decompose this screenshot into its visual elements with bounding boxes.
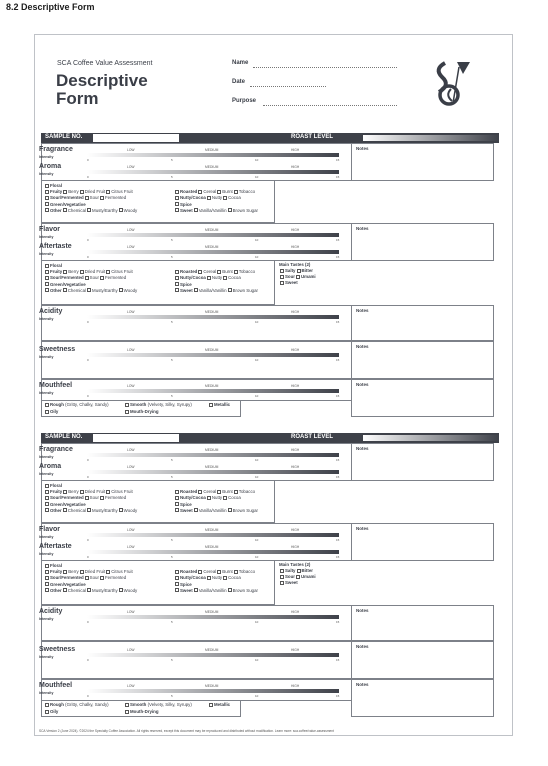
checkbox-woody[interactable] bbox=[119, 288, 123, 292]
checkbox-vanilla[interactable] bbox=[194, 288, 198, 292]
sweetness-notes-box[interactable]: Notes bbox=[351, 341, 494, 379]
flavor-label: Flavor bbox=[39, 226, 61, 233]
checkbox-spice[interactable] bbox=[175, 582, 179, 586]
acidity-intensity-label: Intensity bbox=[39, 617, 54, 621]
fragrance-label: Fragrance bbox=[39, 146, 73, 153]
name-field[interactable] bbox=[253, 67, 397, 68]
checkbox-nutty[interactable] bbox=[207, 196, 211, 200]
checkbox-roasted[interactable] bbox=[175, 490, 179, 494]
checkbox-tobacco[interactable] bbox=[234, 270, 238, 274]
aftertaste-intensity-label: Intensity bbox=[39, 252, 54, 256]
form-title: Descriptive Form bbox=[56, 71, 148, 108]
sample-number-input[interactable] bbox=[93, 434, 179, 442]
sweetness-intensity-label: Intensity bbox=[39, 355, 54, 359]
mouthfeel-notes-box[interactable]: Notes bbox=[351, 679, 494, 717]
checkbox-sweet[interactable] bbox=[175, 208, 179, 212]
intensity-gradient-bar bbox=[87, 653, 339, 657]
mouthfeel-checklist: Rough (Gritty, Chalky, Sandy) Smooth (Velvety, Silky, Syrupy) Metallic Oily Mouth-Drying bbox=[41, 701, 241, 717]
main-tastes-title: Main Tastes (2) bbox=[279, 262, 311, 267]
descriptor-checklist: Floral Fruity Berry Dried Fruit Citrus Fruit Sour/Fermented Sour Fermented Green/Vegetative Other Chemical Musty/Earthy Woody Roasted Cereal Burnt Tobacco Nutty/Cocoa Nutty Cocoa Spice Sweet Vanilla/Vanillin Brown Sugar bbox=[41, 481, 275, 523]
descriptor-checklist: Floral Fruity Berry Dried Fruit Citrus Fruit Sour/Fermented Sour Fermented Green/Vegetative Other Chemical Musty/Earthy Woody Roasted Cereal Burnt Tobacco Nutty/Cocoa Nutty Cocoa Spice Sweet Vanilla/Vanillin Brown Sugar bbox=[41, 181, 275, 223]
sweetness-notes-box[interactable]: Notes bbox=[351, 641, 494, 679]
purpose-field[interactable] bbox=[263, 105, 397, 106]
checkbox-vanilla[interactable] bbox=[194, 208, 198, 212]
aftertaste-label: Aftertaste bbox=[39, 243, 72, 250]
checkbox-other[interactable] bbox=[45, 508, 49, 512]
descriptive-form-page: SCA Coffee Value Assessment Descriptive Form Name Date Purpose SAMPLE NO. ROAST LEVEL Notes Fragrance Intensity LOW MEDIUM HIGH 0 5 10 15 Aroma Intensity LOW MEDIUM HIGH 0 5 10 15 Floral Fruity Berry Dried Fruit Citrus Fruit Sour/Fermented Sour Fermented Green/Vegetative Other Chemical Musty/Earthy Woody Roasted Cereal Burnt Tobacco Nutty/Cocoa Nutty Cocoa Spice Sweet Vanilla/Vanillin Brown Sugar Notes Flavor Intensity LOW MEDIUM HIGH 0 5 10 15 Aftertaste Intensity LOW MEDIUM HIGH 0 5 10 15 Floral Fruity Berry Dried Fruit Citrus Fruit Sour/Fermented Sour Fermented Green/Vegetative Other Chemical Musty/Earthy Woody Roasted Cereal Burnt Tobacco Nutty/Cocoa Nutty Cocoa Spice Sweet Vanilla/Vanillin Brown Sugar Main Tastes (2) Salty Bitter Sour Umami Sweet Notes Acidity Intensity LOW MEDIUM HIGH 0 5 10 15 Notes Sweetness Intensity LOW MEDIUM HIGH 0 5 10 15 Notes Mouthfeel Intensity LOW MEDIUM HIGH 0 5 10 15 Rough (Gritty, Chalky, Sandy) Smooth (Velvety, Silky, Syrupy) Metallic Oily Mouth-Drying SAMPLE NO. ROAST LEVEL Notes Fragrance Intensity LOW MEDIUM HIGH 0 5 10 15 Aroma Intensity LOW MEDIUM HIGH 0 5 10 15 Floral Fruity Berry Dried Fruit Citrus Fruit Sour/Fermented Sour Fermented Green/Vegetative Other Chemical Musty/Earthy Woody Roasted Cereal Burnt Tobacco Nutty/Cocoa Nutty Cocoa Spice Sweet Vanilla/Vanillin Brown Sugar Notes Flavor Intensity LOW MEDIUM HIGH 0 5 10 15 Aftertaste Intensity LOW MEDIUM HIGH 0 5 10 15 Floral Fruity Berry Dried Fruit Citrus Fruit Sour/Fermented Sour Fermented Green/Vegetative Other Chemical Musty/Earthy Woody Roasted Cereal Burnt Tobacco Nutty/Cocoa Nutty Cocoa Spice Sweet Vanilla/Vanillin Brown Sugar Main Tastes (2) Salty Bitter Sour Umami Sweet Notes Acidity Intensity LOW MEDIUM HIGH 0 5 10 15 Notes Sweetness Intensity LOW MEDIUM HIGH 0 5 10 15 Notes Mouthfeel Intensity LOW MEDIUM HIGH 0 5 10 15 Rough (Gritty, Chalky, Sandy) Smooth (Velvety, Silky, Syrupy) Metallic Oily Mouth-Drying SCA Version 2 (June 2024). ©2024 the Specialty Coffee Association. All rights reserved, except this document may be reproduced and distributed without modification. Learn more: sca.coffee/value-assessment bbox=[34, 34, 513, 736]
fragrance-intensity-scale[interactable]: LOW MEDIUM HIGH 0 5 10 15 bbox=[87, 448, 340, 462]
checkbox-spice[interactable] bbox=[175, 282, 179, 286]
mouthfeel-label: Mouthfeel bbox=[39, 682, 73, 689]
intensity-gradient-bar bbox=[87, 353, 339, 357]
descriptor-checklist: Floral Fruity Berry Dried Fruit Citrus Fruit Sour/Fermented Sour Fermented Green/Vegetative Other Chemical Musty/Earthy Woody Roasted Cereal Burnt Tobacco Nutty/Cocoa Nutty Cocoa Spice Sweet Vanilla/Vanillin Brown Sugar bbox=[41, 261, 275, 305]
checkbox-mouth-drying[interactable] bbox=[125, 710, 129, 714]
aftertaste-label: Aftertaste bbox=[39, 543, 72, 550]
checkbox-brown-sugar[interactable] bbox=[228, 508, 232, 512]
sweetness-label: Sweetness bbox=[39, 346, 76, 353]
sweetness-intensity-scale[interactable]: LOW MEDIUM HIGH 0 5 10 15 bbox=[87, 648, 340, 662]
checkbox-citrus-fruit[interactable] bbox=[106, 190, 110, 194]
checkbox-green-vegetative[interactable] bbox=[45, 202, 49, 206]
checkbox-nutty-cocoa[interactable] bbox=[175, 276, 179, 280]
fragrance-aroma-notes-box[interactable]: Notes bbox=[351, 143, 494, 181]
page-heading: 8.2 Descriptive Form bbox=[6, 2, 95, 12]
checkbox-cocoa[interactable] bbox=[223, 576, 227, 580]
checkbox-nutty-cocoa[interactable] bbox=[175, 196, 179, 200]
checkbox-fermented[interactable] bbox=[100, 276, 104, 280]
checkbox-other[interactable] bbox=[45, 288, 49, 292]
checkbox-bitter[interactable] bbox=[297, 269, 301, 273]
checkbox-fruity[interactable] bbox=[45, 490, 49, 494]
intensity-gradient-bar bbox=[87, 470, 339, 474]
checkbox-nutty-cocoa[interactable] bbox=[175, 576, 179, 580]
sweetness-intensity-label: Intensity bbox=[39, 655, 54, 659]
acidity-notes-box[interactable]: Notes bbox=[351, 305, 494, 341]
checkbox-rough[interactable] bbox=[45, 703, 49, 707]
checkbox-other[interactable] bbox=[45, 208, 49, 212]
mouthfeel-intensity-scale[interactable]: LOW MEDIUM HIGH 0 5 10 15 bbox=[87, 684, 340, 698]
checkbox-fruity[interactable] bbox=[45, 190, 49, 194]
checkbox-cocoa[interactable] bbox=[223, 276, 227, 280]
checkbox-dried-fruit[interactable] bbox=[80, 270, 84, 274]
mouthfeel-intensity-label: Intensity bbox=[39, 391, 54, 395]
intensity-gradient-bar bbox=[87, 233, 339, 237]
sample-header-1: SAMPLE NO. ROAST LEVEL bbox=[41, 133, 499, 143]
flavor-aftertaste-notes-box[interactable]: Notes bbox=[351, 523, 494, 561]
checkbox-burnt[interactable] bbox=[217, 190, 221, 194]
checkbox-mouth-drying[interactable] bbox=[125, 410, 129, 414]
checkbox-spice[interactable] bbox=[175, 502, 179, 506]
fragrance-intensity-label: Intensity bbox=[39, 455, 54, 459]
checkbox-green-vegetative[interactable] bbox=[45, 282, 49, 286]
checkbox-chemical[interactable] bbox=[63, 288, 67, 292]
checkbox-tobacco[interactable] bbox=[234, 190, 238, 194]
checkbox-tobacco[interactable] bbox=[234, 570, 238, 574]
aroma-label: Aroma bbox=[39, 163, 62, 170]
aroma-intensity-scale[interactable]: LOW MEDIUM HIGH 0 5 10 15 bbox=[87, 465, 340, 479]
acidity-label: Acidity bbox=[39, 608, 63, 615]
checkbox-sweet[interactable] bbox=[175, 508, 179, 512]
checkbox-fermented[interactable] bbox=[100, 196, 104, 200]
intensity-gradient-bar bbox=[87, 250, 339, 254]
checkbox-spice[interactable] bbox=[175, 202, 179, 206]
checkbox-roasted[interactable] bbox=[175, 270, 179, 274]
flavor-intensity-label: Intensity bbox=[39, 535, 54, 539]
checkbox-sour[interactable] bbox=[85, 196, 89, 200]
checkbox-taste-sour[interactable] bbox=[280, 275, 284, 279]
main-tastes-title: Main Tastes (2) bbox=[279, 562, 311, 567]
fragrance-label: Fragrance bbox=[39, 446, 73, 453]
checkbox-chemical[interactable] bbox=[63, 588, 67, 592]
checkbox-burnt[interactable] bbox=[217, 490, 221, 494]
checkbox-tobacco[interactable] bbox=[234, 490, 238, 494]
checkbox-taste-sour[interactable] bbox=[280, 575, 284, 579]
flavor-intensity-label: Intensity bbox=[39, 235, 54, 239]
flavor-intensity-scale[interactable]: LOW MEDIUM HIGH 0 5 10 15 bbox=[87, 228, 340, 242]
acidity-intensity-label: Intensity bbox=[39, 317, 54, 321]
checkbox-oily[interactable] bbox=[45, 710, 49, 714]
purpose-label: Purpose bbox=[232, 98, 257, 104]
sweetness-label: Sweetness bbox=[39, 646, 76, 653]
checkbox-salty[interactable] bbox=[280, 569, 284, 573]
checkbox-roasted[interactable] bbox=[175, 570, 179, 574]
checkbox-dried-fruit[interactable] bbox=[80, 570, 84, 574]
date-field[interactable] bbox=[250, 86, 326, 87]
checkbox-cocoa[interactable] bbox=[223, 496, 227, 500]
checkbox-burnt[interactable] bbox=[217, 270, 221, 274]
checkbox-fermented[interactable] bbox=[100, 496, 104, 500]
acidity-notes-box[interactable]: Notes bbox=[351, 605, 494, 641]
sca-logo-icon bbox=[431, 59, 471, 107]
mouthfeel-intensity-scale[interactable]: LOW MEDIUM HIGH 0 5 10 15 bbox=[87, 384, 340, 398]
checkbox-citrus-fruit[interactable] bbox=[106, 270, 110, 274]
checkbox-brown-sugar[interactable] bbox=[228, 588, 232, 592]
checkbox-brown-sugar[interactable] bbox=[228, 208, 232, 212]
name-label: Name bbox=[232, 60, 249, 66]
checkbox-berry[interactable] bbox=[63, 490, 67, 494]
checkbox-sour[interactable] bbox=[85, 496, 89, 500]
checkbox-sour-fermented[interactable] bbox=[45, 496, 49, 500]
checkbox-vanilla[interactable] bbox=[194, 588, 198, 592]
checkbox-berry[interactable] bbox=[63, 570, 67, 574]
roast-level-scale[interactable] bbox=[363, 135, 499, 141]
footer-note: SCA Version 2 (June 2024). ©2024 the Specialty Coffee Association. All rights reserved, except this document may be reproduced and distributed without modification. Learn more: sca.coffee/value-assessment bbox=[39, 729, 334, 733]
descriptor-checklist: Floral Fruity Berry Dried Fruit Citrus Fruit Sour/Fermented Sour Fermented Green/Vegetative Other Chemical Musty/Earthy Woody Roasted Cereal Burnt Tobacco Nutty/Cocoa Nutty Cocoa Spice Sweet Vanilla/Vanillin Brown Sugar bbox=[41, 561, 275, 605]
intensity-gradient-bar bbox=[87, 389, 339, 393]
checkbox-berry[interactable] bbox=[63, 270, 67, 274]
checkbox-vanilla[interactable] bbox=[194, 508, 198, 512]
checkbox-cocoa[interactable] bbox=[223, 196, 227, 200]
checkbox-burnt[interactable] bbox=[217, 570, 221, 574]
sweetness-intensity-scale[interactable]: LOW MEDIUM HIGH 0 5 10 15 bbox=[87, 348, 340, 362]
checkbox-floral[interactable] bbox=[45, 484, 49, 488]
checkbox-sour-fermented[interactable] bbox=[45, 576, 49, 580]
checkbox-cereal[interactable] bbox=[198, 570, 202, 574]
checkbox-fruity[interactable] bbox=[45, 570, 49, 574]
mouthfeel-notes-box[interactable]: Notes bbox=[351, 379, 494, 417]
checkbox-sour-fermented[interactable] bbox=[45, 196, 49, 200]
checkbox-sour[interactable] bbox=[85, 276, 89, 280]
acidity-intensity-scale[interactable]: LOW MEDIUM HIGH 0 5 10 15 bbox=[87, 610, 340, 624]
intensity-gradient-bar bbox=[87, 453, 339, 457]
checkbox-woody[interactable] bbox=[119, 508, 123, 512]
aroma-intensity-label: Intensity bbox=[39, 472, 54, 476]
checkbox-dried-fruit[interactable] bbox=[80, 490, 84, 494]
intensity-gradient-bar bbox=[87, 170, 339, 174]
intensity-gradient-bar bbox=[87, 615, 339, 619]
checkbox-chemical[interactable] bbox=[63, 508, 67, 512]
checkbox-umami[interactable] bbox=[296, 575, 300, 579]
checkbox-woody[interactable] bbox=[119, 588, 123, 592]
checkbox-sour[interactable] bbox=[85, 576, 89, 580]
flavor-label: Flavor bbox=[39, 526, 61, 533]
checkbox-smooth[interactable] bbox=[125, 403, 129, 407]
checkbox-woody[interactable] bbox=[119, 208, 123, 212]
checkbox-citrus-fruit[interactable] bbox=[106, 570, 110, 574]
checkbox-floral[interactable] bbox=[45, 184, 49, 188]
flavor-aftertaste-notes-box[interactable]: Notes bbox=[351, 223, 494, 261]
sample-header-2: SAMPLE NO. ROAST LEVEL bbox=[41, 433, 499, 443]
checkbox-sweet[interactable] bbox=[175, 288, 179, 292]
aroma-label: Aroma bbox=[39, 463, 62, 470]
intensity-gradient-bar bbox=[87, 533, 339, 537]
acidity-label: Acidity bbox=[39, 308, 63, 315]
checkbox-metallic[interactable] bbox=[209, 403, 213, 407]
checkbox-brown-sugar[interactable] bbox=[228, 288, 232, 292]
roast-level-scale[interactable] bbox=[363, 435, 499, 441]
intensity-gradient-bar bbox=[87, 153, 339, 157]
acidity-intensity-scale[interactable]: LOW MEDIUM HIGH 0 5 10 15 bbox=[87, 310, 340, 324]
checkbox-nutty[interactable] bbox=[207, 276, 211, 280]
checkbox-taste-sweet[interactable] bbox=[280, 581, 284, 585]
aftertaste-intensity-scale[interactable]: LOW MEDIUM HIGH 0 5 10 15 bbox=[87, 245, 340, 259]
mouthfeel-label: Mouthfeel bbox=[39, 382, 73, 389]
intensity-gradient-bar bbox=[87, 689, 339, 693]
checkbox-dried-fruit[interactable] bbox=[80, 190, 84, 194]
mouthfeel-intensity-label: Intensity bbox=[39, 691, 54, 695]
checkbox-nutty[interactable] bbox=[207, 496, 211, 500]
aroma-intensity-scale[interactable]: LOW MEDIUM HIGH 0 5 10 15 bbox=[87, 165, 340, 179]
checkbox-cereal[interactable] bbox=[198, 270, 202, 274]
checkbox-fermented[interactable] bbox=[100, 576, 104, 580]
checkbox-nutty-cocoa[interactable] bbox=[175, 496, 179, 500]
checkbox-smooth[interactable] bbox=[125, 703, 129, 707]
checkbox-taste-sweet[interactable] bbox=[280, 281, 284, 285]
checkbox-umami[interactable] bbox=[296, 275, 300, 279]
checkbox-rough[interactable] bbox=[45, 403, 49, 407]
checkbox-musty-earthy[interactable] bbox=[87, 588, 91, 592]
checkbox-nutty[interactable] bbox=[207, 576, 211, 580]
checkbox-green-vegetative[interactable] bbox=[45, 502, 49, 506]
checkbox-metallic[interactable] bbox=[209, 703, 213, 707]
checkbox-floral[interactable] bbox=[45, 264, 49, 268]
checkbox-sweet[interactable] bbox=[175, 588, 179, 592]
intensity-gradient-bar bbox=[87, 315, 339, 319]
date-label: Date bbox=[232, 79, 246, 85]
checkbox-chemical[interactable] bbox=[63, 208, 67, 212]
checkbox-green-vegetative[interactable] bbox=[45, 582, 49, 586]
checkbox-citrus-fruit[interactable] bbox=[106, 490, 110, 494]
checkbox-floral[interactable] bbox=[45, 564, 49, 568]
checkbox-musty-earthy[interactable] bbox=[87, 208, 91, 212]
fragrance-aroma-notes-box[interactable]: Notes bbox=[351, 443, 494, 481]
checkbox-fruity[interactable] bbox=[45, 270, 49, 274]
checkbox-roasted[interactable] bbox=[175, 190, 179, 194]
checkbox-cereal[interactable] bbox=[198, 190, 202, 194]
checkbox-berry[interactable] bbox=[63, 190, 67, 194]
aftertaste-intensity-label: Intensity bbox=[39, 552, 54, 556]
checkbox-salty[interactable] bbox=[280, 269, 284, 273]
flavor-intensity-scale[interactable]: LOW MEDIUM HIGH 0 5 10 15 bbox=[87, 528, 340, 542]
checkbox-musty-earthy[interactable] bbox=[87, 508, 91, 512]
fragrance-intensity-scale[interactable]: LOW MEDIUM HIGH 0 5 10 15 bbox=[87, 148, 340, 162]
fragrance-intensity-label: Intensity bbox=[39, 155, 54, 159]
form-subtitle: SCA Coffee Value Assessment bbox=[57, 60, 153, 67]
intensity-gradient-bar bbox=[87, 550, 339, 554]
checkbox-bitter[interactable] bbox=[297, 569, 301, 573]
checkbox-musty-earthy[interactable] bbox=[87, 288, 91, 292]
aroma-intensity-label: Intensity bbox=[39, 172, 54, 176]
mouthfeel-checklist: Rough (Gritty, Chalky, Sandy) Smooth (Velvety, Silky, Syrupy) Metallic Oily Mouth-Drying bbox=[41, 401, 241, 417]
sample-number-input[interactable] bbox=[93, 134, 179, 142]
checkbox-cereal[interactable] bbox=[198, 490, 202, 494]
aftertaste-intensity-scale[interactable]: LOW MEDIUM HIGH 0 5 10 15 bbox=[87, 545, 340, 559]
checkbox-oily[interactable] bbox=[45, 410, 49, 414]
checkbox-sour-fermented[interactable] bbox=[45, 276, 49, 280]
checkbox-other[interactable] bbox=[45, 588, 49, 592]
